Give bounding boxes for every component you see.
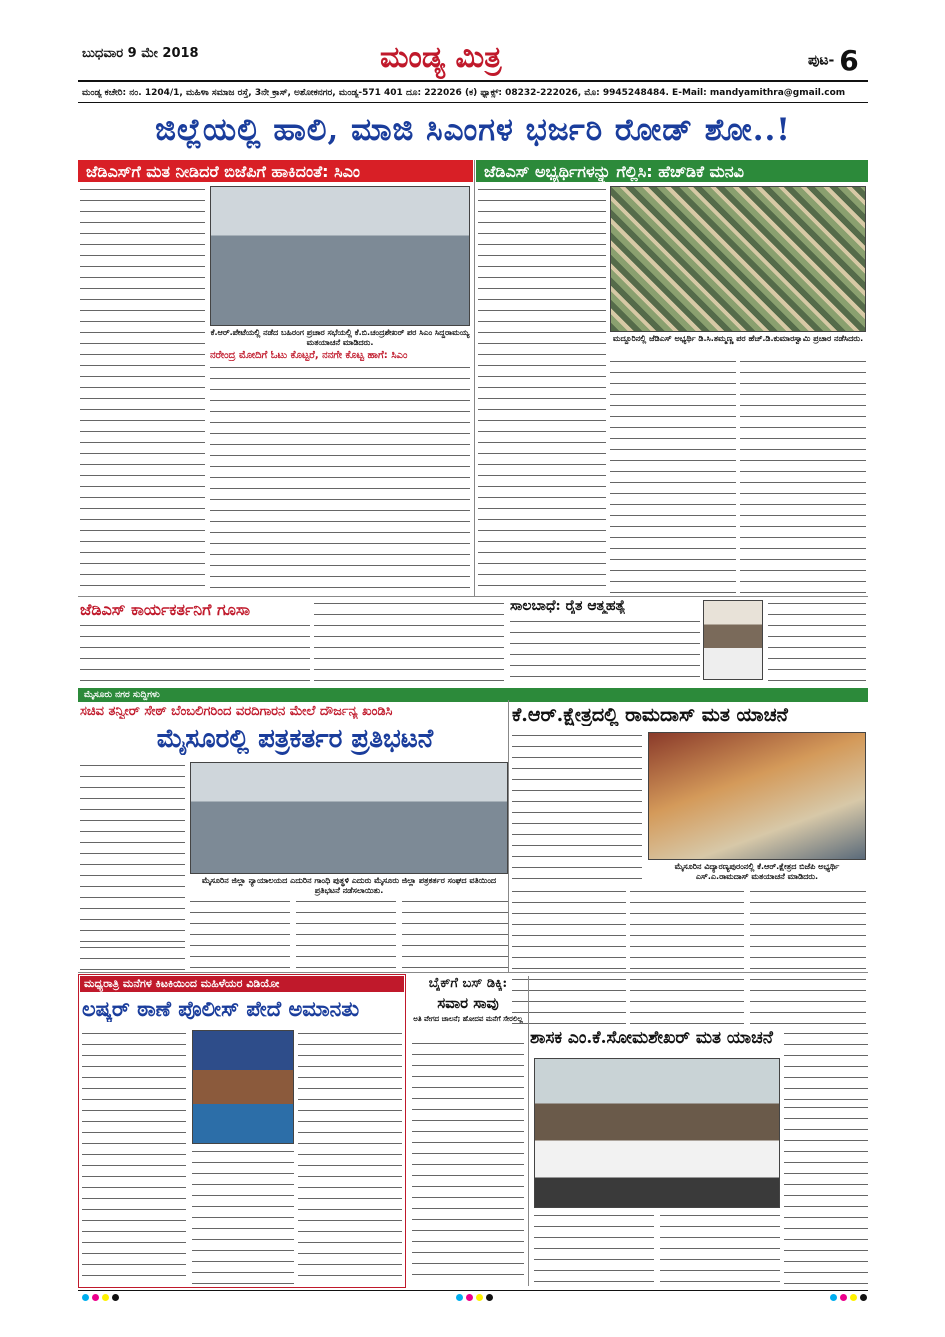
story6-body-col4 <box>750 888 866 1024</box>
story9-body-col1 <box>534 1212 654 1284</box>
story1-headline: ಜೆಡಿಎಸ್‌ಗೆ ಮತ ನೀಡಿದರೆ ಬಿಜೆಪಿಗೆ ಹಾಕಿದಂತೆ: ಸಿಎಂ <box>78 160 473 182</box>
story6-headline: ಕೆ.ಆರ್.ಕ್ಷೇತ್ರದಲ್ಲಿ ರಾಮದಾಸ್ ಮತ ಯಾಚನೆ <box>512 704 788 726</box>
story6-body-col1 <box>512 732 642 884</box>
story1-photo <box>210 186 470 326</box>
story1-subhead: ನರೇಂದ್ರ ಮೋದಿಗೆ ಓಟು ಕೊಟ್ಟರೆ, ನನಗೇ ಕೊಟ್ಟ ಹಾಗೆ: ಸಿಎಂ <box>210 350 408 361</box>
story8-subhead: ಅತಿ ವೇಗದ ಚಾಲನೆ; ಹೋದವ ಮನೆಗೆ ಸೇರಲಿಲ್ಲ <box>413 1015 523 1023</box>
constable-photo <box>192 1030 294 1144</box>
masthead-logo: ಮಂಡ್ಯ ಮಿತ್ರ <box>380 40 502 75</box>
story3-body-col2 <box>314 600 504 684</box>
story5-photo <box>190 762 508 874</box>
story2-body-top <box>478 186 606 334</box>
story2-headline: ಜೆಡಿಎಸ್ ಅಭ್ಯರ್ಥಿಗಳನ್ನು ಗೆಲ್ಲಿಸಿ: ಹೆಚ್‌ಡಿಕೆ ಮನವಿ <box>476 160 868 182</box>
story7-body-col2 <box>192 1148 294 1284</box>
column-divider <box>508 700 509 972</box>
banner-headline: ಜಿಲ್ಲೆಯಲ್ಲಿ ಹಾಲಿ, ಮಾಜಿ ಸಿಎಂಗಳ ಭರ್ಜರಿ ರೋಡ್ ಶೋ..! <box>155 112 791 148</box>
story9-body-top <box>784 1030 868 1100</box>
story3-headline: ಜೆಡಿಎಸ್ ಕಾರ್ಯಕರ್ತನಿಗೆ ಗೂಸಾ <box>80 600 251 619</box>
story8-body <box>412 1040 524 1284</box>
story9-body-col2 <box>660 1212 780 1284</box>
story9-photo <box>534 1058 780 1208</box>
column-divider <box>474 160 475 596</box>
story8-headline: ಸವಾರ ಸಾವು <box>437 994 499 1012</box>
story1-body-col1 <box>80 186 205 594</box>
story4-body <box>510 618 700 684</box>
office-address: ಮಂಡ್ಯ ಕಚೇರಿ: ನಂ. 1204/1, ಮಹಿಳಾ ಸಮಾಜ ರಸ್ತೆ, 3ನೇ ಕ್ರಾಸ್, ಅಶೋಕನಗರ, ಮಂಡ್ಯ-571 401 ದೂ: 222026 (ಕ) ಫ್ಯಾಕ್ಸ್: 08232-222026, ಮೊ: 9945248484. E-Mail: mandyamithra@gmail.com <box>82 88 846 98</box>
story5-body-col4 <box>402 898 508 970</box>
farmer-photo <box>703 600 763 680</box>
story7-kicker: ಮಧ್ಯರಾತ್ರಿ ಮನೆಗಳ ಕಿಟಕಿಯಿಂದ ಮಹಿಳೆಯರ ವಿಡಿಯೋ <box>80 976 404 992</box>
story6-body-col3 <box>630 888 744 1024</box>
story7-headline: ಲಷ್ಕರ್ ಠಾಣೆ ಪೊಲೀಸ್ ಪೇದೆ ಅಮಾನತು <box>82 996 360 1021</box>
header-rule <box>78 80 868 82</box>
story6-caption: ಮೈಸೂರಿನ ವಿದ್ಯಾರಣ್ಯಪುರಂನಲ್ಲಿ ಕೆ.ಆರ್.ಕ್ಷೇತ್ರದ ಬಿಜೆಪಿ ಅಭ್ಯರ್ಥಿ ಎಸ್.ಎ.ರಾಮದಾಸ್ ಮತಯಾಚನೆ ಮಾಡಿದರು. <box>674 862 840 881</box>
story1-body-col2 <box>210 364 470 594</box>
story5-caption: ಮೈಸೂರಿನ ಜಿಲ್ಲಾ ನ್ಯಾಯಾಲಯದ ಎದುರಿನ ಗಾಂಧಿ ಪುತ್ಥಳಿ ಎದುರು ಮೈಸೂರು ಜಿಲ್ಲಾ ಪತ್ರಕರ್ತರ ಸಂಘದ ವತಿಯಿಂದ ಪ್ರತಿಭಟನೆ ನಡೆಸಲಾಯಿತು. <box>201 876 497 895</box>
address-rule <box>78 102 868 103</box>
story4-headline: ಸಾಲಬಾಧೆ: ರೈತ ಆತ್ಮಹತ್ಯೆ <box>510 598 626 614</box>
story5-kicker: ಸಚಿವ ತನ್ವೀರ್ ಸೇಠ್ ಬೆಂಬಲಿಗರಿಂದ ವರದಿಗಾರನ ಮೇಲೆ ದೌರ್ಜನ್ಯ ಖಂಡಿಸಿ <box>80 704 393 719</box>
story4-body-col2 <box>768 600 866 684</box>
section-bar: ಮೈಸೂರು ನಗರ ಸುದ್ದಿಗಳು <box>78 688 868 702</box>
page-number: ಪುಟ- 6 <box>808 44 859 77</box>
story3-body <box>80 622 310 684</box>
story5-body-col3 <box>296 898 396 970</box>
registration-dots <box>456 1294 493 1301</box>
registration-dots <box>82 1294 119 1301</box>
story2-body-col3 <box>740 358 866 594</box>
story2-body-col2 <box>610 358 736 594</box>
row-divider <box>78 596 868 597</box>
story2-photo <box>610 186 866 332</box>
row-divider <box>78 972 868 973</box>
issue-date: ಬುಧವಾರ 9 ಮೇ 2018 <box>82 46 199 61</box>
story5-body-col1 <box>80 762 185 942</box>
story5-body-col2 <box>190 898 290 970</box>
story7-body-col3 <box>298 1030 402 1284</box>
story2-caption: ಮದ್ದೂರಿನಲ್ಲಿ ಜೆಡಿಎಸ್ ಅಭ್ಯರ್ಥಿ ಡಿ.ಸಿ.ತಮ್ಮಣ್ಣ ಪರ ಹೆಚ್.ಡಿ.ಕುಮಾರಸ್ವಾಮಿ ಪ್ರಚಾರ ನಡೆಸಿದರು. <box>612 334 864 343</box>
story7-body-col1 <box>82 1030 186 1284</box>
story1-caption: ಕೆ.ಆರ್.ಪೇಟೆಯಲ್ಲಿ ನಡೆದ ಬಹಿರಂಗ ಪ್ರಚಾರ ಸಭೆಯಲ್ಲಿ ಕೆ.ಬಿ.ಚಂದ್ರಶೇಖರ್ ಪರ ಸಿಎಂ ಸಿದ್ದರಾಮಯ್ಯ ಮತಯಾಚನೆ ಮಾಡಿದರು. <box>210 328 470 347</box>
story9-headline: ಶಾಸಕ ಎಂ.ಕೆ.ಸೋಮಶೇಖರ್ ಮತ ಯಾಚನೆ <box>530 1028 773 1048</box>
column-divider <box>528 976 529 1286</box>
footer-rule <box>78 1290 868 1291</box>
story5-headline: ಮೈಸೂರಲ್ಲಿ ಪತ್ರಕರ್ತರ ಪ್ರತಿಭಟನೆ <box>156 724 434 754</box>
story2-body-col1 <box>478 340 606 594</box>
story8-kicker: ಬೈಕ್‌ಗೆ ಬಸ್ ಡಿಕ್ಕಿ: <box>428 976 508 991</box>
story5-body-col1-end <box>80 944 185 970</box>
story6-body-col2 <box>512 888 626 1024</box>
story9-body-col3 <box>784 1104 868 1284</box>
story6-photo <box>648 732 866 860</box>
registration-dots <box>830 1294 867 1301</box>
